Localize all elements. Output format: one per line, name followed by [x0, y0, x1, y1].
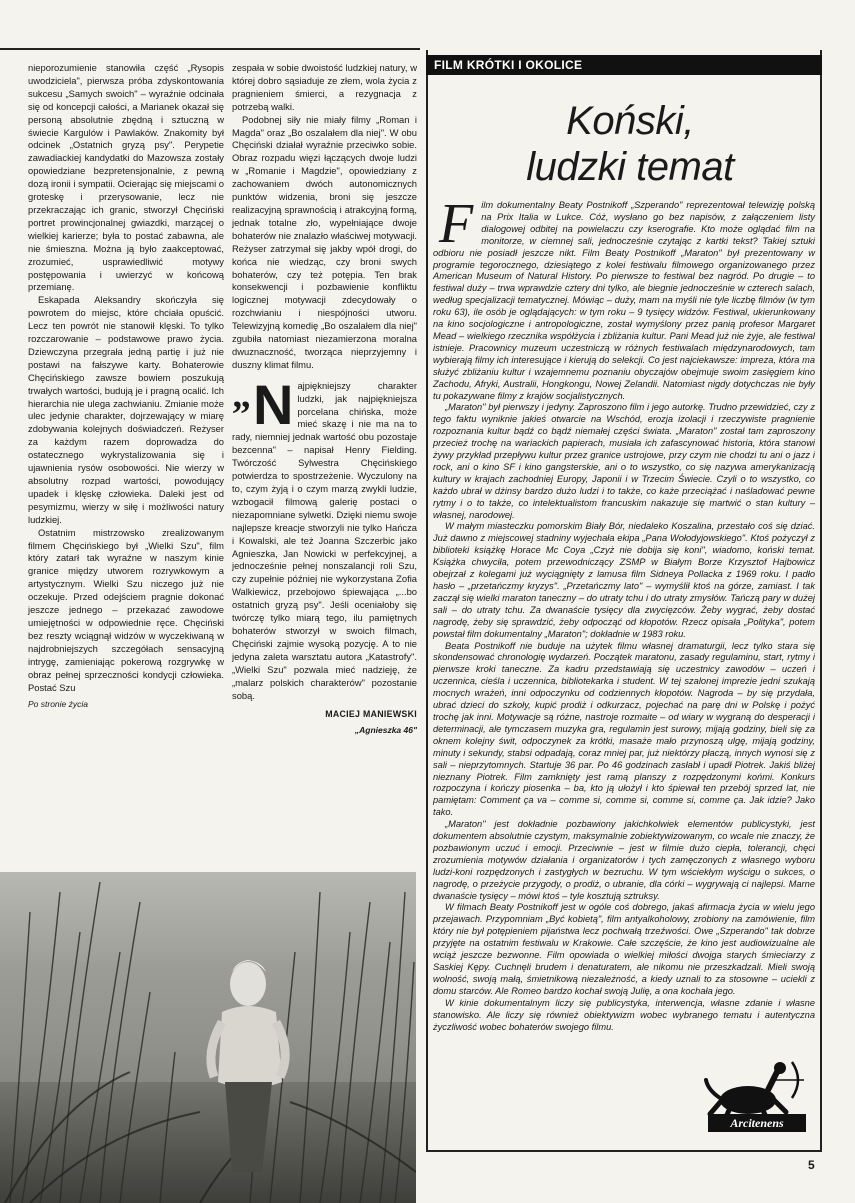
photo-source: „Agnieszka 46"	[354, 725, 417, 736]
paragraph: ajpiękniejszy charakter ludzki, jak najpiękniejsza porcelana chińska, może mieć skazę i nie ma na to rady, niemniej jednak wartość obu pozostaje bezcenna" – napisał Henry Fielding. Twórczość Sylwestra Chęcińskiego potwierdza to spostrzeżenie. Wyczulony na to, czym żyją i o czym marzą zwykli ludzie, wzbogacił filmową galerię postaci o niezapomniane sylwetki. Dzięki niemu swoje najlepsze kreacje stworzyli nie tylko Hańcza i Kowalski, ale też Joanna Szczerbic jako Agnieszka, Jan Nowicki w perfekcyjnej, a jednocześnie pełnej nonszalancji roli Szu, czy zupełnie później nie wykorzystana Zofia Walkiewicz, przebojowo śpiewająca „...bo ostatnich gryzą psy". Jeśli oceniałoby się twórczę tylko miarą tego, ilu pamiętnych bohaterów stworzył w swoich filmach, Chęciński zajmie wysoką pozycję. A to nie jedyna zaleta warsztatu autora „Katastrofy". „Wielki Szu" pozwala mieć nadzieję, że „malarz polskich charakterów" pozostanie sobą.	[232, 379, 417, 701]
headline-line-1: Koński,	[566, 99, 694, 143]
photo-caption: Po stronie życia	[28, 699, 88, 710]
page-number: 5	[808, 1158, 815, 1172]
archer-icon	[700, 1060, 810, 1140]
paragraph: ilm dokumentalny Beaty Postnikoff „Szperando" reprezentował telewizję polską na Prix Italia w Lukce. Cóż, wysłano go bez napisów, z załączeniem listy dialogowej odbitej na powielaczu czy kserografie. Kto może oglądać film na monitorze, w ciemnej sali, jednocześnie czytając z kartki tekst? Takiej sztuki odbioru nie posiadł jeszcze nikt. Film Beaty Postnikoff „Maraton" był prezentowany w programie tegorocznego, dziesiątego z kolei festiwalu filmowego organizowanego przez American Museum of Natural History. Po pierwsze to festiwal bez nagród. Po drugie – to festiwal duży – trwa wprawdzie cztery dni tylko, ale biegnie jednocześnie w czterech salach, według specjalizacji tematycznej. Mówiąc – duży, mam na myśli nie tyle liczbę filmów (w tym roku 63), ile osób je oglądających: w tym roku – 9 tysięcy widzów. Festiwal, ukierunkowany na kino socjologiczne i antropologiczne, został wymyślony przez panią profesor Margaret Mead – wielkiego rzecznika współżycia i zbliżania kultur. Pani Mead już nie żyje, ale festiwal istnieje. Pracownicy muzeum uczestniczą w różnych festiwalach międzynarodowych, tam wybierają filmy ich interesujące i kierują do selekcji. Co jest najciekawsze: impreza, która ma służyć zbliżaniu kultur i wzajemnemu poznaniu obyczajów obejmuje swoim zasięgiem kino Zachodu, Afryki, Australii, Hongkongu, Nowej Zelandii. Natomiast nigdy dotychczas nie były tu pokazywane filmy z krajów socjalistycznych.	[433, 200, 815, 401]
author-name: MACIEJ MANIEWSKI	[325, 709, 417, 720]
paragraph: „Maraton" jest dokładnie pozbawiony jakichkolwiek elementów publicystyki, jest dokumentem absolutnie czystym, maksymalnie zobiektywizowanym, co wcale nie znaczy, że pozbawionym uczuć i emocji. Przeciwnie – jest w filmie dużo ciepła, tolerancji, chęci zrozumienia motywów działania i organizatorów i tych zamęczonych z własnego wyboru ludzi-koni rozpędzonych i zastygłych w bezruchu. W tym wściekłym wyścigu o sukces, o nagrodę, o przeżycie przygody, o prodiż, o ubranie, dla córki – wygrywają ci najlepsi. Marne dwanaście tysięcy – mówi ktoś – tyle kosztują sztruksy.	[433, 819, 815, 901]
paragraph: W filmach Beaty Postnikoff jest w ogóle coś dobrego, jakaś afirmacja życia w wielu jego przejawach. Przypomniam „Być kobietą", film antyalkoholowy, zrobiony na zamówienie, film który nie był potępieniem pijaństwa lecz pochwałą trzeźwości. Owe „Szperando" tak dobrze przyjęte na ostatnim festiwalu w Krakowie. Całe szczęście, że kino jest audiowizualne ale wciąż jeszcze bezwonne. Film opowiada o wielkiej miłości dwojga starych śmieciarzy z Saskiej Kępy. Cuchnęli brudem i denaturatem, ale nikomu nie przeszkadzali. Mieli swoją wolność, swoją małą, śmietnikową niezależność, a kiedy uznali to za stosowne – uciekli z domu starców. Ale Romeo bardzo kochał swoją Julię, a ona kochała jego.	[433, 902, 815, 996]
paragraph: „Maraton" był pierwszy i jedyny. Zaproszono film i jego autorkę. Trudno przewidzieć, czy z tego faktu wyniknie jakieś otwarcie na Wschód, erozja izolacji i rzeczywiste pragnienie rozpoznania kultur bądź co bądź niemałej części świata. „Maraton" został tam zaproszony przecież trochę na wariackich papierach, musiała ich zafascynować historia, która stanowi żywy przykład przepływu kultur przez granice ustrojowe, przy czym nie chodzi tu ani o jazz i rock, ani o kino SF i kino gangsterskie, ani o to wszystko, co się nazywa amerykanizacją kultury w krajach zachodniej Europy, Japonii i w Trzecim Świecie. Czyli o to wszystko, co każdo ubrał w dżinsy bardzo dużo ludzi i to także, co każe przeciążać i naśladować pewne rytmy i o to także, co intelektualistom francuskim nakazuje się martwić o stan kultury – własnej, narodowej.	[433, 402, 815, 520]
paragraph: nieporozumienie stanowiła część „Rysopis uwodziciela", pierwsza próba zdyskontowania sukcesu „Samych swoich" – wyraźnie odcinała się od koncepcji całości, a Marianek okazał się personą absolutnie zbędną i sztuczną w świecie Kargulów i Pawlaków. Znakomity był odcinek „Ostatnich gryzą psy". Perypetie zawadiackiej kandydatki do Mazowsza zostały opowiedziane bezpretensjonalnie, z pewną dozą ironii i sympatii. Ocierając się miejscami o groteskę i przerysowanie, lecz nie przekraczając ich granic, stworzył Chęciński portret prowincjonalnej gwiazdki, marzącej o wielkiej karierze; była to postać zabawna, ale nie śmieszna. Można ją było zaakceptować, zrozumieć, usprawiedliwić motywy postępowania i uwierzyć w końcową przemianę.	[28, 62, 224, 293]
right-article-body	[433, 193, 815, 1033]
paragraph: W kinie dokumentalnym liczy się publicystyka, interwencja, własne zdanie i własne stanowisko. Ale liczy się również obiektywizm wobec wybranego tematu i autentyczna życzliwość wobec bohaterów swojego filmu.	[433, 997, 815, 1032]
paragraph: Podobnej siły nie miały filmy „Roman i Magda" oraz „Bo oszalałem dla niej". W obu Chęciński działał wyraźnie przeciwko sobie. Obraz rozpadu więzi łączących dwoje ludzi w „Romanie i Magdzie", opowiedziany z zachowaniem dwóch autonomicznych punktów widzenia, broni się jeszcze realizacyjną sprawnością i atrakcyjną formą, jednak totalne zło, wypełniające dwoje bohaterów nie znalazło właściwej motywacji. Reżyser zatrzymał się jakby wpół drogi, do końca nie wiedząc, czy broni swych bohaterów, czy też potępia. Ten brak konsekwencji i pozbawienie konfliktu logicznej motywacji zdecydowały o rozchwianiu i niespójności utworu. Telewizyjną komedię „Bo oszalałem dla niej" zgubiła natomiast niezamierzona moralna dwuznaczność, tworząca nieprzyjemny i duszny klimat filmu.	[232, 113, 417, 370]
closing-section	[232, 372, 417, 703]
headline-line-2: ludzki temat	[526, 145, 734, 189]
paragraph: Ostatnim mistrzowsko zrealizowanym filmem Chęcińskiego był „Wielki Szu", film który zatarł tak wyraźne w naszym kinie granice między utworem rozrywkowym a artystycznym. Wielki Szu niczego już nie oczekuje. Przed odejściem pragnie dokonać jeszcze jednego – przekazać zawodowe umiejętności w odpowiednie ręce. Chęciński bez reszty wciągnął widzów w wyczekiwaną w najdrobniejszych szczegółach sensacyjną intrygę, zamieniając pokerową rozgrywkę w obraz pełnej sprzeczności kondycji człowieka. Postać Szu	[28, 526, 224, 693]
dropcap-letter: F	[439, 193, 474, 255]
section-header: FILM KRÓTKI I OKOLICE	[426, 55, 822, 75]
top-rule	[0, 48, 420, 50]
dropcap-letter: N	[253, 372, 294, 436]
dropcap-quote: „	[232, 373, 251, 416]
article-column-b	[232, 62, 417, 737]
paragraph: zespała w sobie dwoistość ludzkiej natury, w której dobro sąsiaduje ze złem, wola życia z pragnieniem śmierci, a rezygnacja z potrzebą walki.	[232, 62, 417, 112]
paragraph: W małym miasteczku pomorskim Biały Bór, niedaleko Koszalina, przestało coś się dziać. Już dawno z miejscowej stadniny wyjechała ekipa „Pana Wołodyjowskiego". Ktoś pożyczył z biblioteki książkę Horace Mc Coya „Czyż nie dobija się koni", wiadomo, koński temat. Książka chwyciła, potem przewodniczący ZSMP w Białym Borze Krzysztof Hajbowicz obejrzał z kolegami już wyciągnięty z lamusa film Sidneya Pollacka z 1969 roku. I padło hasło – „przetańczmy kryzys". „Przetańczmy lato" – wymyślił ktoś na górze, zamiast. I tak zaczął się wielki maraton taneczny – do utraty tchu i do utraty zmysłów. Tańczą pary w dużej sali – do utraty tchu. Za dwanaście tysięcy dla zwycięzców. Żeby wygrać, żeby dostać nagrodę, żeby się sprawdzić, żeby odpocząć od kłopotów. Rzecz opisała „Polityka", potem powstał film dokumentalny „Maraton"; dokładnie w 1983 roku.	[433, 521, 815, 639]
archer-logo	[700, 1060, 810, 1140]
film-still-photo	[0, 872, 416, 1203]
photo-illustration	[0, 872, 416, 1203]
paragraph: Beata Postnikoff nie buduje na użytek filmu własnej dramaturgii, lecz tylko stara się skondensować chronologię wydarzeń. Początek maratonu, zasady regulaminu, start, rytmy i pierwsze kroki taneczne. Za kadru przedstawiają się uczestnicy zawodów – uczeń i uczennica, cieśla i uczennica, bibliotekarka i student. W tej szalonej imprezie jedni szukają mocnych wrażeń, inni odpoczynku od codziennych kłopotów. Nagroda – by się przydała, ubrać dzieci do szkoły, kupić prodiż i odkurzacz, pojechać na parę dni w Polskę i pożyć trochę jak inni. Motywacje są różne, nastroje rozmaite – od wiary w wygraną do desperacji i determinacji, ale tymczasem muzyka gra, regulamin jest surowy, mijają godziny, bieli się za oknem kolejny świt, odpoczynek za krótki, masaże mało przynoszą ulgę, mijają godziny, minuty i sekundy, stabsi odpadają, coraz mniej par, już niektórzy płaczą, innych wynosi się z sali – nieprzytomnych. Startuje 36 par. Po 46 godzinach zasłabł i upadł Piotrek. Jakiś bliżej nieznany Piotrek. Film zamknięty jest ramą planszy z rozpędzonymi końmi. Konkurs rozpoczyna i kończy piosenka – ba, kto ją ułożył i kto śpiewał ten przebój sprzed lat, nie pamiętam: Comment ça va – comme si, comme si, comme si, comme ça. Jak idzie? Jako tako.	[433, 640, 815, 818]
paragraph: Eskapada Aleksandry skończyła się powrotem do miejsc, które chciała opuścić. Lecz ten powrót nie stanowił klęski. To tylko rozczarowanie – podstawowe prawo życia. Dziewczyna przegrała jedną partię i już nie postawi na fałszywe karty. Bohaterowie Chęcińskiego zawsze bowiem poszukują trwałych wartości, budują je i pragną ocalić. Ich hierarchia nie ulega zachwianiu. Zmianie może ulec jedynie charakter, dojrzewający w miarę zdobywania kolejnych doświadczeń. Reżyser za każdym razem doprowadza do ostatecznego wykrystalizowania się i ujawnienia rysów osobowości. Nie wierzy w absolutny rozpad wartości, powodujący upadek i klęskę człowieka. Daleki jest od pesymizmu, wierzy w siłę i możliwości natury ludzkiej.	[28, 294, 224, 525]
article-headline	[440, 98, 820, 190]
logo-text: Arcitenens	[730, 1116, 784, 1130]
article-column-a	[28, 62, 224, 711]
